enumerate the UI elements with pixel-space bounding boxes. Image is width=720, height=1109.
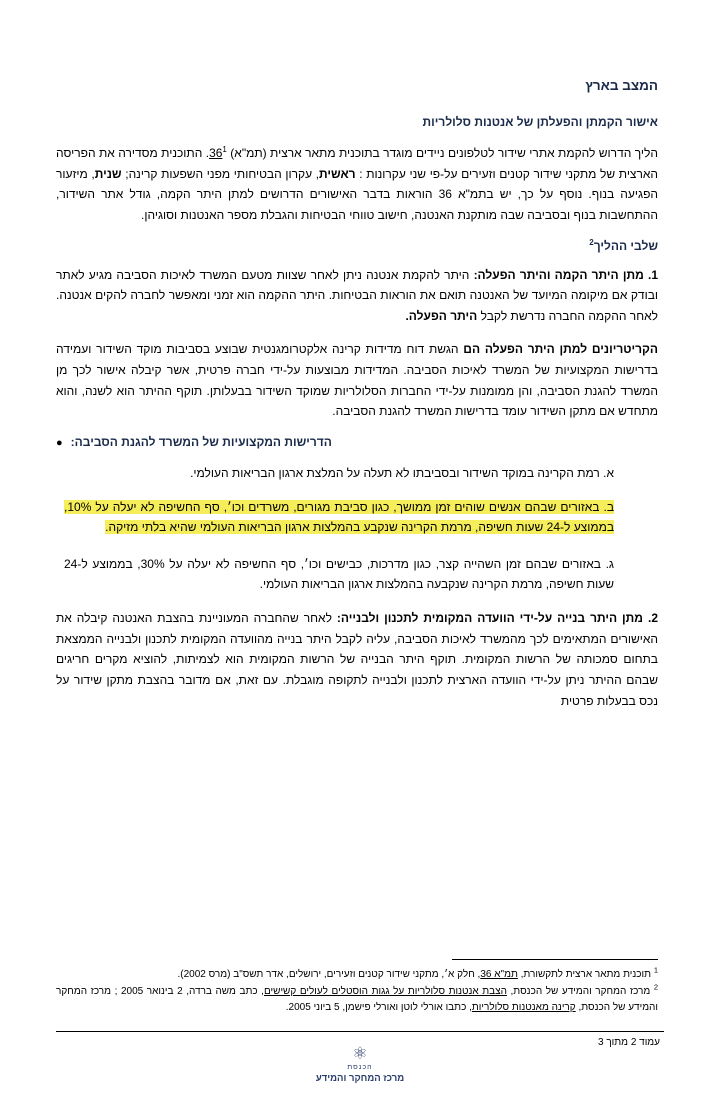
criteria-label: הקריטריונים למתן היתר הפעלה הם [463, 342, 658, 357]
footer-separator [56, 1031, 664, 1032]
logo-line-1: הכנסת [347, 1064, 373, 1071]
logo-line-2: מרכז המחקר והמידע [315, 1073, 405, 1084]
paragraph-item-2 [56, 608, 658, 711]
stages-heading [56, 239, 658, 253]
knesset-emblem-icon: ⚛ [352, 1044, 368, 1063]
text-run: לאחר שהחברה המעוניינת בהצבת האנטנה קיבלה את האישורים המתאימים לכך מהמשרד לאיכות הסביבה, עליה לקבל היתר בנייה מהוועדה המקומית לתכנון ולבנייה הממצאת בתחום סמכותה של הרשות המקומית. תוקף היתר הבנייה של הרשות המקומית הוא לצמיתות, להוציא מקרים חריגים שבהם ההיתר ניתן על-ידי הוועדה הארצית לתכנון ולבנייה לתקופה מוגבלת. עם זאת, אם מדובר בהצבת מתקן שידור על נכס בבעלות פרטית [56, 611, 658, 708]
highlighted-section [56, 497, 658, 538]
footnotes-area [56, 959, 658, 1018]
text-bold-first: ראשית [319, 166, 356, 181]
footer-logo [0, 1043, 720, 1084]
item-2-label: 2. מתן היתר בנייה על-ידי הוועדה המקומית לתכנון ולבנייה: [336, 611, 658, 625]
paragraph-tama36: הליך הדרוש להקמת אתרי שידור לטלפונים ניידים מוגדר בתוכנית מתאר ארצית (תמ"א) $36^1$. התוכנית מסדירה את הפריסה הארצית של מתקני שידור קטנים וזעירים על-פי שני עקרונות : ראשית, עקרון הבטיחותי מפני השפעות קרינה; שנית, מיזעור הפגיעה בנוף. נוסף על כך, יש בתמ"א 36 הוראות בדבר האישורים הדרושים למתן היתר הקמה, גודל אתר השידור, ההתחשבות בנוף ובסביבה שבה מותקנת האנטנה, חישוב טווחי הבטיחות והגבלת מספר האנטנות וסוגיהן. [56, 145, 659, 222]
text-run: , כתבו אורלי לוטן ואורלי פישמן, 5 ביוני 2005. [285, 1001, 472, 1013]
footnote-1 [56, 967, 658, 983]
footnote-2 [56, 984, 658, 1015]
text-run: , עקרון הבטיחותי מפני השפעות קרינה [128, 166, 320, 181]
item-1-label: 1. מתן היתר הקמה והיתר הפעלה: [473, 267, 658, 282]
sub-item-b-text: ב. באזורים שבהם אנשים שוהים זמן ממושך, כגון סביבת מגורים, משרדים וכו׳, סף החשיפה לא יעלה על 10%, בממוצע ל-24 שעות חשיפה, מרמת הקרינה שנקבע בהמלצות ארגון הבריאות העולמי שהיא בלתי מזיקה. [64, 499, 614, 535]
tama-number: 36 [209, 146, 223, 160]
operation-permit-bold: היתר הפעלה. [405, 308, 478, 323]
footnote-ref-2: 2 [589, 237, 594, 247]
footnote-1-link[interactable]: תמ"א 36 [480, 968, 518, 980]
footnote-marker-1: 1 [653, 965, 658, 975]
footnote-2-link-b[interactable]: קרינה מאנטנות סלולריות [471, 1001, 576, 1013]
paragraph-criteria [56, 339, 658, 422]
sub-item-a: א. רמת הקרינה במוקד השידור ובסביבתו לא תעלה על המלצת ארגון הבריאות העולמי. [190, 465, 614, 480]
paragraph-item-1 [56, 265, 658, 327]
footnote-separator [452, 959, 658, 960]
text-run: היתר להקמת אנטנה ניתן לאחר שצוות מטעם המשרד לאיכות הסביבה מגיע לאתר ובודק אם מיקומה המיועד של האנטנה תואם את הוראות הבטיחות. היתר ההקמה הוא זמני ומאפשר לחברה להקים אנטנה. לאחר ההקמה החברה נדרשת לקבל [56, 267, 658, 323]
footnote-2-link-a[interactable]: הצבת אנטנות סלולריות על גגות הוסטלים לעולים קשישים [263, 986, 507, 997]
text-run: , מיזעור הפגיעה בנוף. נוסף על כך, יש בתמ"א 36 הוראות בדבר האישורים הדרושים למתן היתר הקמה, גודל אתר השידור, ההתחשבות בנוף ובסביבה שבה מותקנת האנטנה, חישוב טווחי הבטיחות והגבלת מספר האנטנות וסוגיהן. [56, 166, 659, 222]
text-run: הגשת דוח מדידות קרינה אלקטרומגנטית שבוצע בסביבות מוקד השידור ועמידה בדרישות המקצועיות של המשרד לאיכות הסביבה. המדידות מבוצעות על-ידי חברה פרטית, אשר קיבלה אישור לכך מן המשרד להגנת הסביבה, והן ממומנות על-ידי החברות הסלולריות שמוקד השידור בבעלותן. תוקף ההיתר הוא לשנה, והוא מתחדש אם מתקן השידור עומד בדרישות המשרד להגנת הסביבה. [56, 342, 658, 419]
sub-item-b [56, 497, 658, 538]
footnote-marker-2: 2 [653, 982, 659, 992]
stages-heading-label: שלבי ההליך [593, 238, 658, 253]
text-run: הליך הדרוש להקמת אתרי שידור לטלפונים ניידים מוגדר בתוכנית מתאר ארצית (תמ"א) [230, 146, 658, 160]
footnote-ref-1: 1 [222, 145, 227, 154]
text-bold-second: שנית [94, 166, 122, 181]
section-heading-antennas: אישור הקמתן והפעלתן של אנטנות סלולריות [422, 115, 658, 129]
bullet-professional-requirements [56, 435, 658, 449]
sub-item-c: ג. באזורים שבהם זמן השהייה קצר, כגון מדרכות, כבישים וכו׳, סף החשיפה לא יעלה על 30%, בממוצע ל-24 שעות חשיפה, מרמת הקרינה שנקבעה בהמלצות ארגון הבריאות העולמי. [64, 556, 614, 592]
page-number: עמוד 2 מתוך 3 [597, 1037, 660, 1048]
text-run: , כתב משה ברדה, 2 בינואר 2005 ; מרכז המחקר והמידע של הכנסת, [56, 986, 658, 1013]
bullet-label: הדרישות המקצועיות של המשרד להגנת הסביבה: [70, 434, 332, 449]
page-footer [0, 1031, 720, 1109]
text-run: מרכז המחקר והמידע של הכנסת, [506, 986, 654, 997]
page-title: המצב בארץ [585, 78, 658, 93]
text-run: , חלק א׳, מתקני שידור קטנים וזעירים, ירושלים, אדר תשס"ב (מרס 2002). [177, 968, 481, 980]
text-run: . התוכנית מסדירה את הפריסה הארצית של מתקני שידור קטנים וזעירים על-פי שני עקרונות : [56, 146, 659, 181]
bullet-dot-icon: ● [56, 436, 63, 449]
text-run: תוכנית מתאר ארצית לתקשורת, [517, 968, 654, 980]
